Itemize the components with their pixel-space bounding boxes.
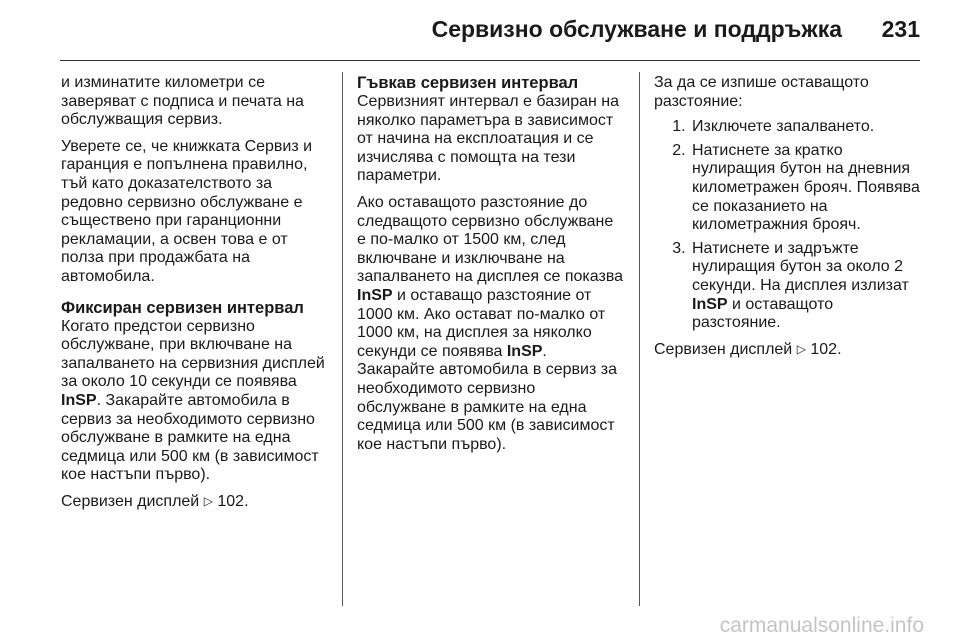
paragraph: [61, 318, 329, 485]
column-divider: [342, 72, 343, 606]
text: Натиснете и задръжте нулиращия бутон за около 2 секунди. На дисплея излизат: [692, 239, 909, 294]
paragraph: Закарайте автомобила в сервиз за необходимото сервизно обслужване в рамките на една седмица или 500 км (в зависимост кое настъпи първо).: [357, 361, 618, 453]
watermark: carmanualsonline.info: [719, 614, 924, 637]
cross-reference: [654, 341, 924, 360]
list-item: 1. Изключете запалването.: [690, 118, 924, 137]
text: Когато предстои сервизно обслужване, при включване на запалването на сервизния дисплей за около 10 секунди се появява: [61, 317, 325, 391]
column-3: [654, 74, 924, 367]
section-heading-fixed-interval: Фиксиран сервизен интервал: [61, 298, 304, 317]
steps-list: [654, 118, 924, 333]
paragraph: Уверете се, че книжката Сервиз и гаранция е попълнена правилно, тъй като доказателството за редовно сервизно обслужване е съществено при гаранционни рекламации, а освен това е от полза при продажбата на автомобила.: [61, 137, 313, 285]
list-item: 2. Натиснете за кратко нулиращия бутон на дневния километражен брояч. Появява се показанието на километражния брояч.: [690, 142, 924, 235]
list-item: [690, 240, 924, 333]
paragraph: За да се изпише оставащото разстояние:: [654, 74, 869, 110]
column-2: [357, 74, 625, 462]
paragraph: [357, 194, 625, 361]
reference-page: 102.: [217, 492, 249, 510]
display-code: InSP: [61, 391, 97, 409]
triangle-right-icon: ▷: [796, 341, 806, 356]
text: и оставащото разстояние.: [692, 295, 834, 332]
page-number: 231: [881, 16, 920, 42]
text: . Закарайте автомобила в сервиз за необходимото сервизно обслужване в рамките на една седмица или 500 км (в зависимост кое настъпи първо).: [61, 391, 319, 484]
display-code: InSP: [506, 342, 543, 360]
display-code: InSP: [357, 286, 393, 304]
display-code: InSP: [692, 295, 728, 313]
text: Ако оставащото разстояние до следващото сервизно обслужване е по-малко от 1500 км, след включване и изключване на запалването на дисплея се показва: [357, 193, 624, 286]
text: и оставащо разстояние от 1000 км. Ако остават по-малко от 1000 км, на дисплея за няколко секунди се появява: [357, 286, 606, 360]
reference-link[interactable]: Сервизен дисплей: [61, 492, 200, 510]
section-heading-flexible-interval: Гъвкав сервизен интервал: [357, 74, 579, 92]
column-1: [61, 74, 329, 519]
cross-reference: [61, 493, 329, 512]
page-title: Сервизно обслужване и поддръжка: [431, 16, 842, 42]
text: .: [542, 342, 547, 360]
paragraph: Сервизният интервал е базиран на няколко параметъра в зависимост от начина на експлоатация и се изчислява с помощта на тези параметри.: [357, 93, 619, 185]
paragraph: и изминатите километри се заверяват с подписа и печата на обслужващия сервиз.: [61, 74, 304, 129]
column-divider: [639, 72, 640, 606]
header-divider: [60, 60, 920, 61]
reference-page: 102.: [810, 340, 842, 358]
reference-link[interactable]: Сервизен дисплей: [654, 340, 793, 358]
triangle-right-icon: ▷: [203, 493, 213, 508]
